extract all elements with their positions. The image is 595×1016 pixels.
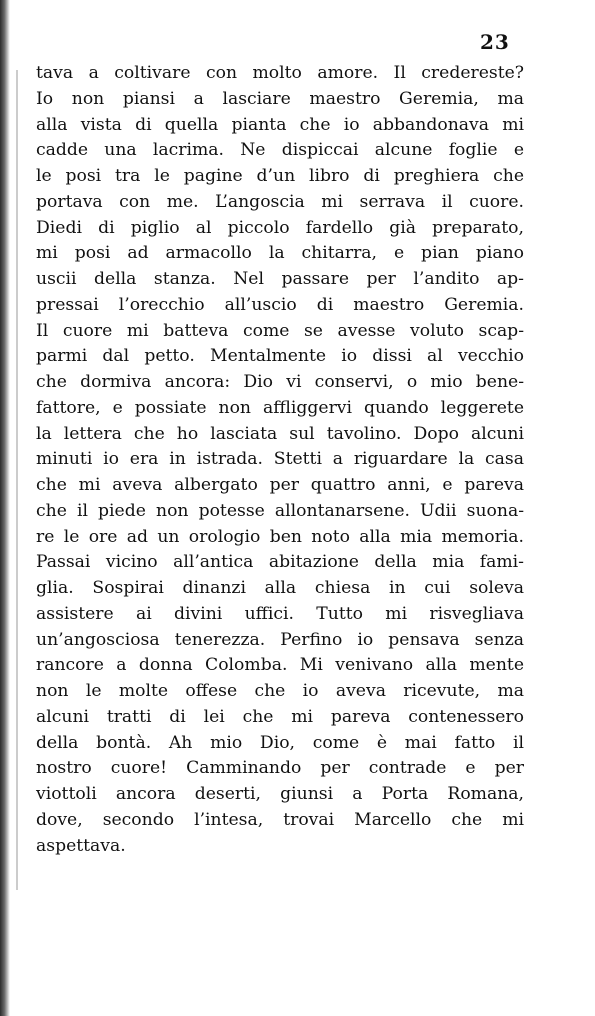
text-line: che dormiva ancora: Dio vi conservi, o mio bene-	[36, 372, 524, 392]
text-line: Il cuore mi batteva come se avesse voluto scap-	[36, 320, 524, 341]
text-line: glia. Sospirai dinanzi alla chiesa in cui soleva	[36, 578, 524, 598]
text-line: Diedi di piglio al piccolo fardello già preparato,	[36, 217, 524, 238]
text-line: Io non piansi a lasciare maestro Geremia, ma	[36, 88, 524, 109]
text-line: mi posi ad armacollo la chitarra, e pian piano	[36, 243, 524, 264]
text-line: dove, secondo l’intesa, trovai Marcello che mi	[36, 809, 524, 830]
text-line: portava con me. L’angoscia mi serrava il cuore.	[36, 191, 524, 212]
text-line: nostro cuore! Camminando per contrade e per	[36, 758, 524, 779]
text-line: le posi tra le pagine d’un libro di preghiera che	[36, 166, 524, 186]
text-line: viottoli ancora deserti, giunsi a Porta Romana,	[36, 784, 524, 804]
text-line: re le ore ad un orologio ben noto alla mia memoria.	[36, 526, 524, 547]
text-line: cadde una lacrima. Ne dispiccai alcune foglie e	[36, 140, 524, 161]
text-line: Passai vicino all’antica abitazione della mia fami-	[36, 552, 524, 573]
text-line: parmi dal petto. Mentalmente io dissi al vecchio	[36, 346, 524, 367]
text-line: assistere ai divini uffici. Tutto mi risvegliava	[36, 603, 524, 624]
text-line-last: aspettava.	[36, 835, 126, 856]
text-line: non le molte offese che io aveva ricevute, ma	[36, 681, 524, 701]
text-line: un’angosciosa tenerezza. Perfino io pensava senza	[36, 629, 524, 650]
page-binding-line	[16, 70, 18, 890]
page-body-text	[36, 61, 524, 859]
text-line: pressai l’orecchio all’uscio di maestro Geremia.	[36, 294, 524, 315]
text-line: che mi aveva albergato per quattro anni, e pareva	[36, 475, 524, 495]
text-line: della bontà. Ah mio Dio, come è mai fatto il	[36, 732, 524, 753]
text-line: fattore, e possiate non affliggervi quando leggerete	[36, 397, 524, 418]
text-line: la lettera che ho lasciata sul tavolino. Dopo alcuni	[36, 423, 524, 444]
text-line: uscii della stanza. Nel passare per l’andito ap-	[36, 269, 524, 289]
page-binding-shadow	[0, 0, 10, 1016]
text-line: tava a coltivare con molto amore. Il credereste?	[36, 63, 524, 83]
text-line: alcuni tratti di lei che mi pareva contenessero	[36, 706, 524, 727]
text-line: che il piede non potesse allontanarsene. Udii suona-	[36, 500, 524, 521]
text-line: rancore a donna Colomba. Mi venivano alla mente	[36, 655, 524, 676]
page-number: 23	[480, 30, 510, 54]
text-line: minuti io era in istrada. Stetti a riguardare la casa	[36, 449, 524, 470]
text-line: alla vista di quella pianta che io abbandonava mi	[36, 114, 524, 135]
